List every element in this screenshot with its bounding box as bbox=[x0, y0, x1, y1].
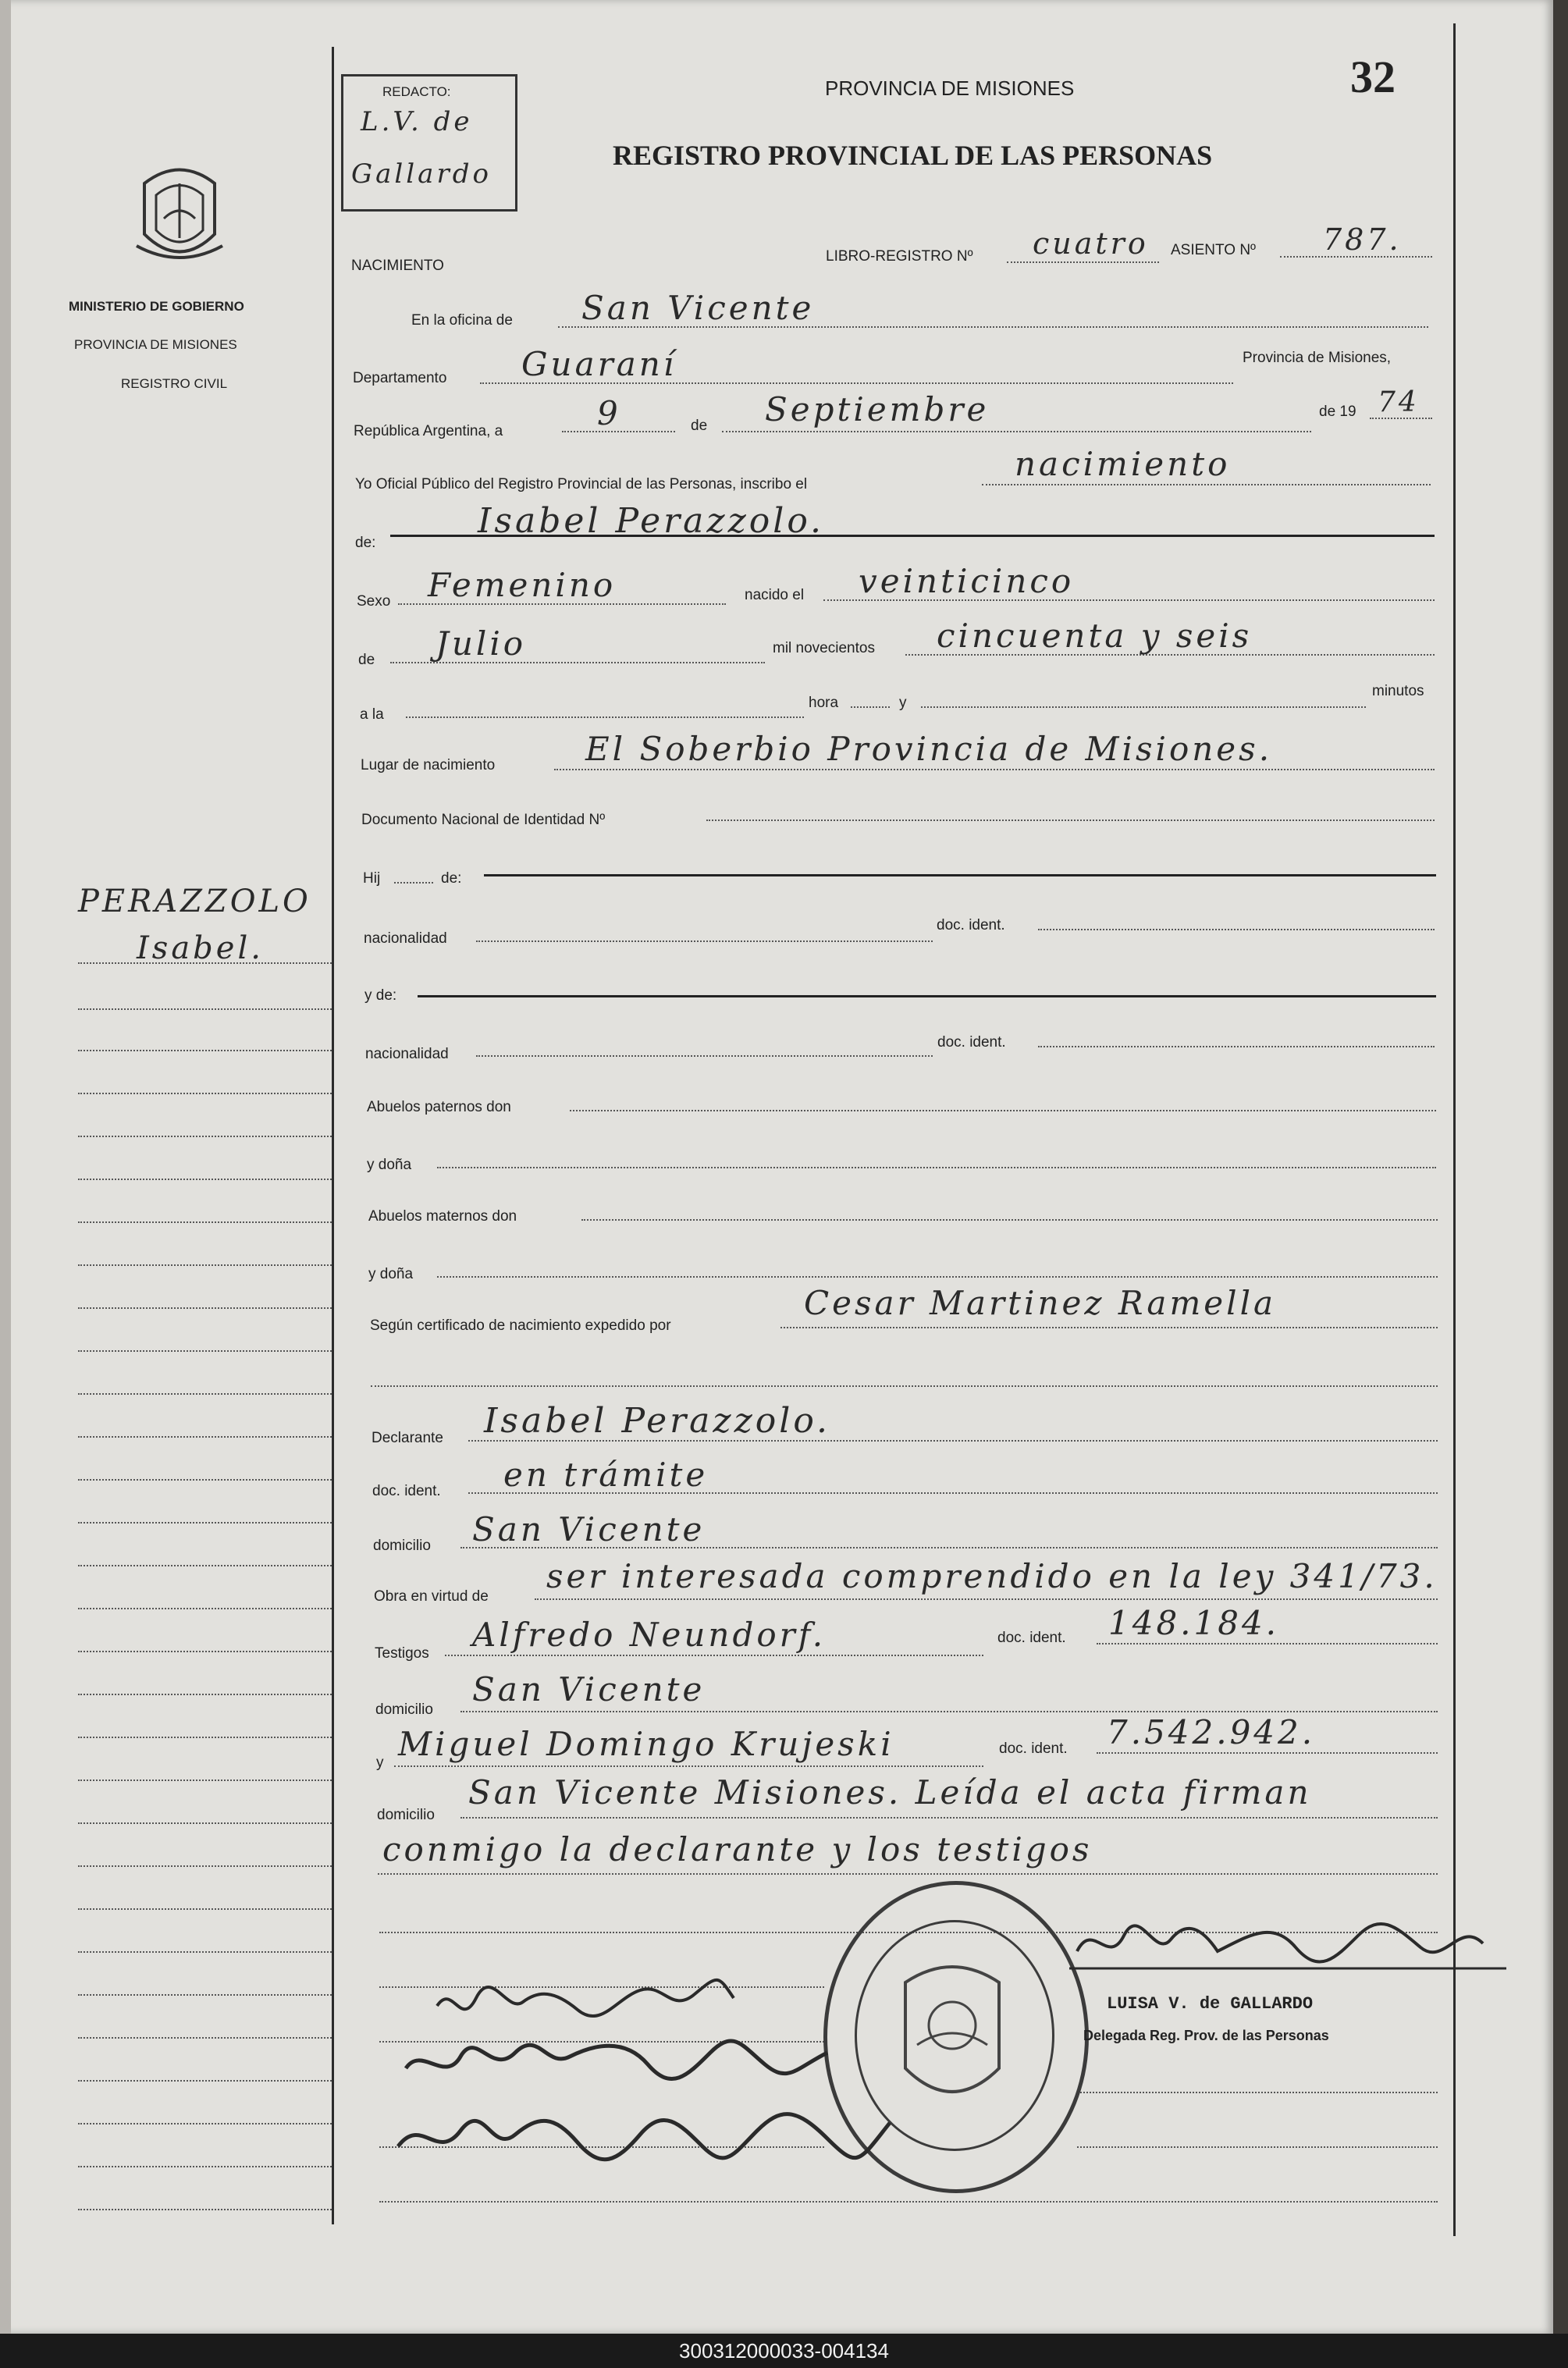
oficial-label: Yo Oficial Público del Registro Provincial de las Personas, inscribo el bbox=[355, 476, 808, 492]
declarant-and-witness-signatures bbox=[390, 1967, 937, 2201]
right-column-border bbox=[1453, 23, 1456, 2236]
testigos-label: Testigos bbox=[375, 1645, 429, 1662]
hora-label: hora bbox=[809, 695, 839, 711]
official-title: Delegada Reg. Prov. de las Personas bbox=[1083, 2028, 1329, 2043]
libro-label: LIBRO-REGISTRO Nº bbox=[826, 248, 973, 265]
doc-ident-1-label: doc. ident. bbox=[937, 917, 1005, 933]
y-label: y bbox=[899, 695, 907, 711]
declarante-doc-value: en trámite bbox=[503, 1456, 709, 1494]
provincia-label: Provincia de Misiones, bbox=[1243, 350, 1392, 366]
closing-text: conmigo la declarante y los testigos bbox=[382, 1830, 1093, 1868]
abuelos-maternos-label: Abuelos maternos don bbox=[368, 1208, 517, 1225]
sexo-value: Femenino bbox=[428, 566, 617, 604]
nacido-label: nacido el bbox=[745, 587, 805, 603]
testigo2-domicilio-value: San Vicente Misiones. Leída el acta firman bbox=[468, 1773, 1312, 1812]
segun-value: Cesar Martinez Ramella bbox=[804, 1284, 1277, 1322]
testigo2-domicilio-label: domicilio bbox=[377, 1807, 435, 1823]
asiento-label: ASIENTO Nº bbox=[1171, 242, 1256, 258]
testigo1-value: Alfredo Neundorf. bbox=[472, 1616, 827, 1654]
mes-nac-de-label: de bbox=[358, 652, 375, 668]
oficial-value: nacimiento bbox=[1015, 445, 1231, 483]
page-number: 32 bbox=[1350, 52, 1396, 102]
redacto-box bbox=[341, 74, 517, 212]
fecha-de-label: de bbox=[691, 418, 708, 434]
registry-label: REGISTRO CIVIL bbox=[121, 376, 228, 391]
testigo2-doc-label: doc. ident. bbox=[999, 1740, 1068, 1757]
nacionalidad-2-label: nacionalidad bbox=[365, 1046, 449, 1062]
a-la-label: a la bbox=[360, 706, 384, 723]
doc-ident-2-label: doc. ident. bbox=[937, 1034, 1006, 1051]
section-label: NACIMIENTO bbox=[351, 258, 444, 274]
testigo1-domicilio-label: domicilio bbox=[375, 1701, 433, 1718]
anio-label: de 19 bbox=[1319, 404, 1356, 420]
abuela-paterna-label: y doña bbox=[367, 1157, 412, 1173]
book-spine bbox=[0, 0, 11, 2334]
oficina-label: En la oficina de bbox=[411, 312, 513, 329]
dia-value: 9 bbox=[597, 394, 621, 432]
departamento-value: Guaraní bbox=[521, 345, 677, 383]
testigo2-y-label: y bbox=[376, 1755, 384, 1771]
redacto-line2: Gallardo bbox=[351, 158, 492, 190]
minutos-label: minutos bbox=[1372, 683, 1424, 699]
mil-label: mil novecientos bbox=[773, 640, 875, 656]
registry-title: REGISTRO PROVINCIAL DE LAS PERSONAS bbox=[613, 140, 1213, 171]
sexo-label: Sexo bbox=[357, 593, 391, 610]
obra-label: Obra en virtud de bbox=[374, 1588, 489, 1605]
testigo1-doc-value: 148.184. bbox=[1108, 1604, 1280, 1642]
testigo2-value: Miguel Domingo Krujeski bbox=[398, 1725, 894, 1763]
nacido-value: veinticinco bbox=[859, 562, 1075, 600]
lugar-label: Lugar de nacimiento bbox=[361, 757, 496, 773]
declarante-label: Declarante bbox=[372, 1430, 443, 1446]
redacto-line1: L.V. de bbox=[361, 106, 473, 137]
oficina-value: San Vicente bbox=[581, 289, 815, 327]
anio-nac-value: cincuenta y seis bbox=[937, 617, 1253, 655]
obra-value: ser interesada comprendido en la ley 341/73. bbox=[546, 1557, 1438, 1595]
nacionalidad-1-label: nacionalidad bbox=[364, 930, 447, 947]
testigo1-doc-label: doc. ident. bbox=[997, 1630, 1066, 1646]
lugar-value: El Soberbio Provincia de Misiones. bbox=[585, 730, 1273, 768]
redacto-label: REDACTO: bbox=[382, 84, 451, 99]
archive-caption: 300312000033-004134 bbox=[0, 2334, 1568, 2368]
segun-label: Según certificado de nacimiento expedido por bbox=[370, 1317, 671, 1334]
testigo2-doc-value: 7.542.942. bbox=[1107, 1713, 1316, 1751]
declarante-domicilio-label: domicilio bbox=[373, 1538, 431, 1554]
y-de-label: y de: bbox=[364, 987, 397, 1004]
official-signature bbox=[1069, 1912, 1506, 1975]
mes-nac-value: Julio bbox=[436, 624, 527, 663]
hij-label: Hij bbox=[363, 870, 381, 887]
departamento-label: Departamento bbox=[353, 370, 447, 386]
anio-value: 74 bbox=[1378, 386, 1420, 418]
republica-label: República Argentina, a bbox=[354, 423, 503, 439]
mes-value: Septiembre bbox=[765, 390, 990, 428]
hij-de-label: de: bbox=[441, 870, 462, 887]
nombre-value: Isabel Perazzolo. bbox=[478, 501, 825, 541]
provincial-coat-of-arms-icon bbox=[129, 160, 230, 269]
margin-surname: PERAZZOLO bbox=[78, 884, 311, 919]
margin-given-name: Isabel. bbox=[137, 930, 264, 966]
testigo1-domicilio-value: San Vicente bbox=[472, 1670, 706, 1708]
libro-value: cuatro bbox=[1033, 226, 1149, 261]
dni-label: Documento Nacional de Identidad Nº bbox=[361, 812, 606, 828]
nombre-de-label: de: bbox=[355, 535, 376, 551]
left-province-label: PROVINCIA DE MISIONES bbox=[74, 337, 237, 352]
abuela-materna-label: y doña bbox=[368, 1266, 414, 1282]
official-name: LUISA V. de GALLARDO bbox=[1107, 1994, 1314, 2014]
declarante-domicilio-value: San Vicente bbox=[472, 1510, 706, 1548]
abuelos-paternos-label: Abuelos paternos don bbox=[367, 1099, 511, 1115]
province-heading: PROVINCIA DE MISIONES bbox=[825, 76, 1075, 100]
ministry-label: MINISTERIO DE GOBIERNO bbox=[69, 299, 244, 314]
asiento-value: 787. bbox=[1323, 222, 1402, 257]
left-column-border bbox=[332, 47, 334, 2224]
declarante-value: Isabel Perazzolo. bbox=[484, 1401, 831, 1441]
declarante-doc-label: doc. ident. bbox=[372, 1483, 441, 1499]
